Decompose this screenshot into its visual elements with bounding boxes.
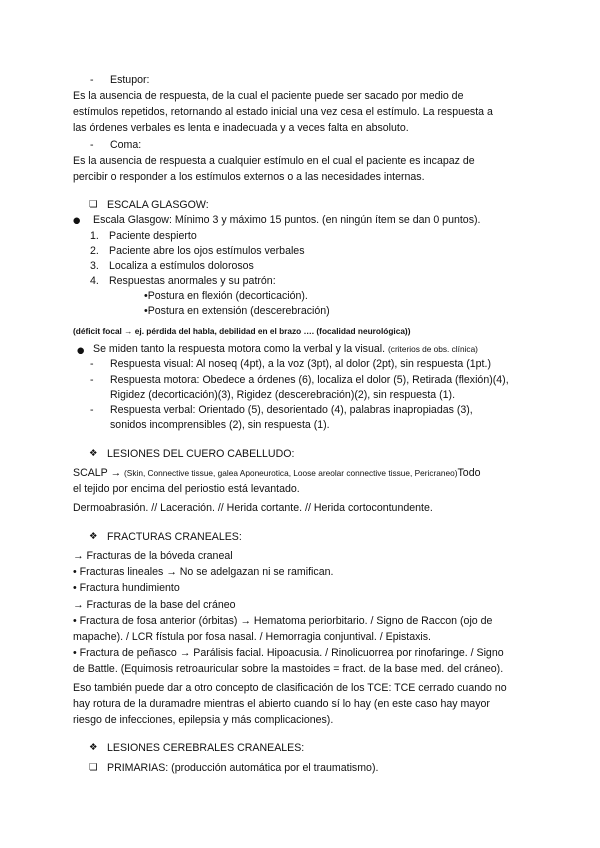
scalp-line-3: Dermoabrasión. // Laceración. // Herida cortante. // Herida cortocontundente. — [73, 502, 433, 514]
response-motor-2: Rigidez (decorticación)(3), Rigidez (descerebración)(2), sin respuesta (1). — [110, 389, 456, 401]
glasgow-num-3: 3. — [90, 260, 99, 272]
scalp-heading: LESIONES DEL CUERO CABELLUDO: — [107, 448, 295, 460]
checkbox-icon: ❏ — [89, 199, 98, 210]
glasgow-item-4: Respuestas anormales y su patrón: — [109, 275, 276, 287]
coma-line-2: percibir o responder a los estímulos externos o a las necesidades internas. — [73, 171, 425, 183]
checkbox-icon: ❏ — [89, 762, 98, 773]
diamond-icon: ❖ — [89, 742, 98, 753]
scalp-line1-end: Todo — [457, 467, 481, 479]
fracturas-line-1: → Fracturas de la bóveda craneal — [73, 550, 233, 562]
response-visual: Respuesta visual: Al noseq (4pt), a la voz (3pt), al dolor (2pt), sin respuesta (1pt.) — [110, 358, 491, 370]
stupor-line-2: estímulos repetidos, retornando al estado inicial una vez cesa el estímulo. La respuesta a — [73, 106, 493, 118]
glasgow-num-2: 2. — [90, 245, 99, 257]
response-verbal-1: Respuesta verbal: Orientado (5), desorientado (4), palabras inapropiadas (3), — [110, 404, 473, 416]
scalp-acronym: (Skin, Connective tissue, galea Aponeurotica, Loose areolar connective tissue, Pericraneo) — [124, 468, 458, 478]
stupor-line-3: las órdenes verbales es lenta e inadecuada y a veces falta en absoluto. — [73, 122, 409, 134]
glasgow-item-2: Paciente abre los ojos estímulos verbales — [109, 245, 305, 257]
fracturas-line-5: • Fractura de fosa anterior (órbitas) → Hematoma periorbitario. / Signo de Raccon (ojo de — [73, 615, 493, 627]
response-verbal-2: sonidos incomprensibles (2), sin respuesta (1). — [110, 419, 330, 431]
tce-line-2: hay rotura de la duramadre mientras el abierto cuando sí lo hay (en este caso hay mayor — [73, 698, 490, 710]
coma-title: Coma: — [110, 139, 142, 151]
fracturas-line-4: → Fracturas de la base del cráneo — [73, 599, 236, 611]
fracturas-line-6: mapache). / LCR fístula por fosa nasal. / Hemorragia conjuntival. / Epistaxis. — [73, 631, 431, 643]
primarias-text: PRIMARIAS: (producción automática por el traumatismo). — [107, 762, 379, 774]
bullet-dot-icon: ● — [73, 216, 81, 226]
stupor-title: Estupor: — [110, 74, 150, 86]
fracturas-line-3: • Fractura hundimiento — [73, 582, 180, 594]
posture-flexion: •Postura en flexión (decorticación). — [144, 290, 308, 302]
response-dash: - — [90, 404, 94, 416]
diamond-icon: ❖ — [89, 531, 98, 542]
response-motor-1: Respuesta motora: Obedece a órdenes (6), localiza el dolor (5), Retirada (flexión)(4), — [110, 374, 509, 386]
response-dash: - — [90, 374, 94, 386]
glasgow-item-1: Paciente despierto — [109, 230, 197, 242]
scalp-label: SCALP → — [73, 467, 122, 479]
bullet-dot-icon: ● — [77, 346, 85, 356]
fracturas-line-7: • Fractura de peñasco → Parálisis facial. Hipoacusia. / Rinolicuorrea por rinofaringe. / Signo — [73, 647, 504, 659]
stupor-bullet: - — [90, 74, 94, 86]
scalp-line-2: el tejido por encima del periostio está levantado. — [73, 483, 300, 495]
fracturas-line-2: • Fracturas lineales → No se adelgazan ni se ramifican. — [73, 566, 334, 578]
lesiones-heading: LESIONES CEREBRALES CRANEALES: — [107, 742, 305, 754]
diamond-icon: ❖ — [89, 448, 98, 459]
response-dash: - — [90, 358, 94, 370]
focal-note: (déficit focal → ej. pérdida del habla, debilidad en el brazo …. (focalidad neurológica)) — [73, 326, 411, 336]
glasgow-intro: Escala Glasgow: Mínimo 3 y máximo 15 puntos. (en ningún ítem se dan 0 puntos). — [93, 214, 481, 226]
glasgow-num-4: 4. — [90, 275, 99, 287]
glasgow-item-3: Localiza a estímulos dolorosos — [109, 260, 254, 272]
coma-bullet: - — [90, 139, 94, 151]
coma-line-1: Es la ausencia de respuesta a cualquier estímulo en el cual el paciente es incapaz de — [73, 155, 475, 167]
tce-line-3: riesgo de infecciones, epilepsia y más complicaciones). — [73, 714, 334, 726]
posture-extension: •Postura en extensión (descerebración) — [144, 305, 330, 317]
glasgow-heading: ESCALA GLASGOW: — [107, 199, 209, 211]
glasgow-num-1: 1. — [90, 230, 99, 242]
fracturas-line-8: de Battle. (Equimosis retroauricular sobre la mastoides = fract. de la base med. del cráneo). — [73, 663, 504, 675]
measure-main: Se miden tanto la respuesta motora como la verbal y la visual. — [93, 343, 386, 355]
measure-small: (criterios de obs. clínica) — [388, 344, 478, 354]
fracturas-heading: FRACTURAS CRANEALES: — [107, 531, 242, 543]
stupor-line-1: Es la ausencia de respuesta, de la cual el paciente puede ser sacado por medio de — [73, 90, 464, 102]
tce-line-1: Eso también puede dar a otro concepto de clasificación de los TCE: TCE cerrado cuando no — [73, 682, 507, 694]
